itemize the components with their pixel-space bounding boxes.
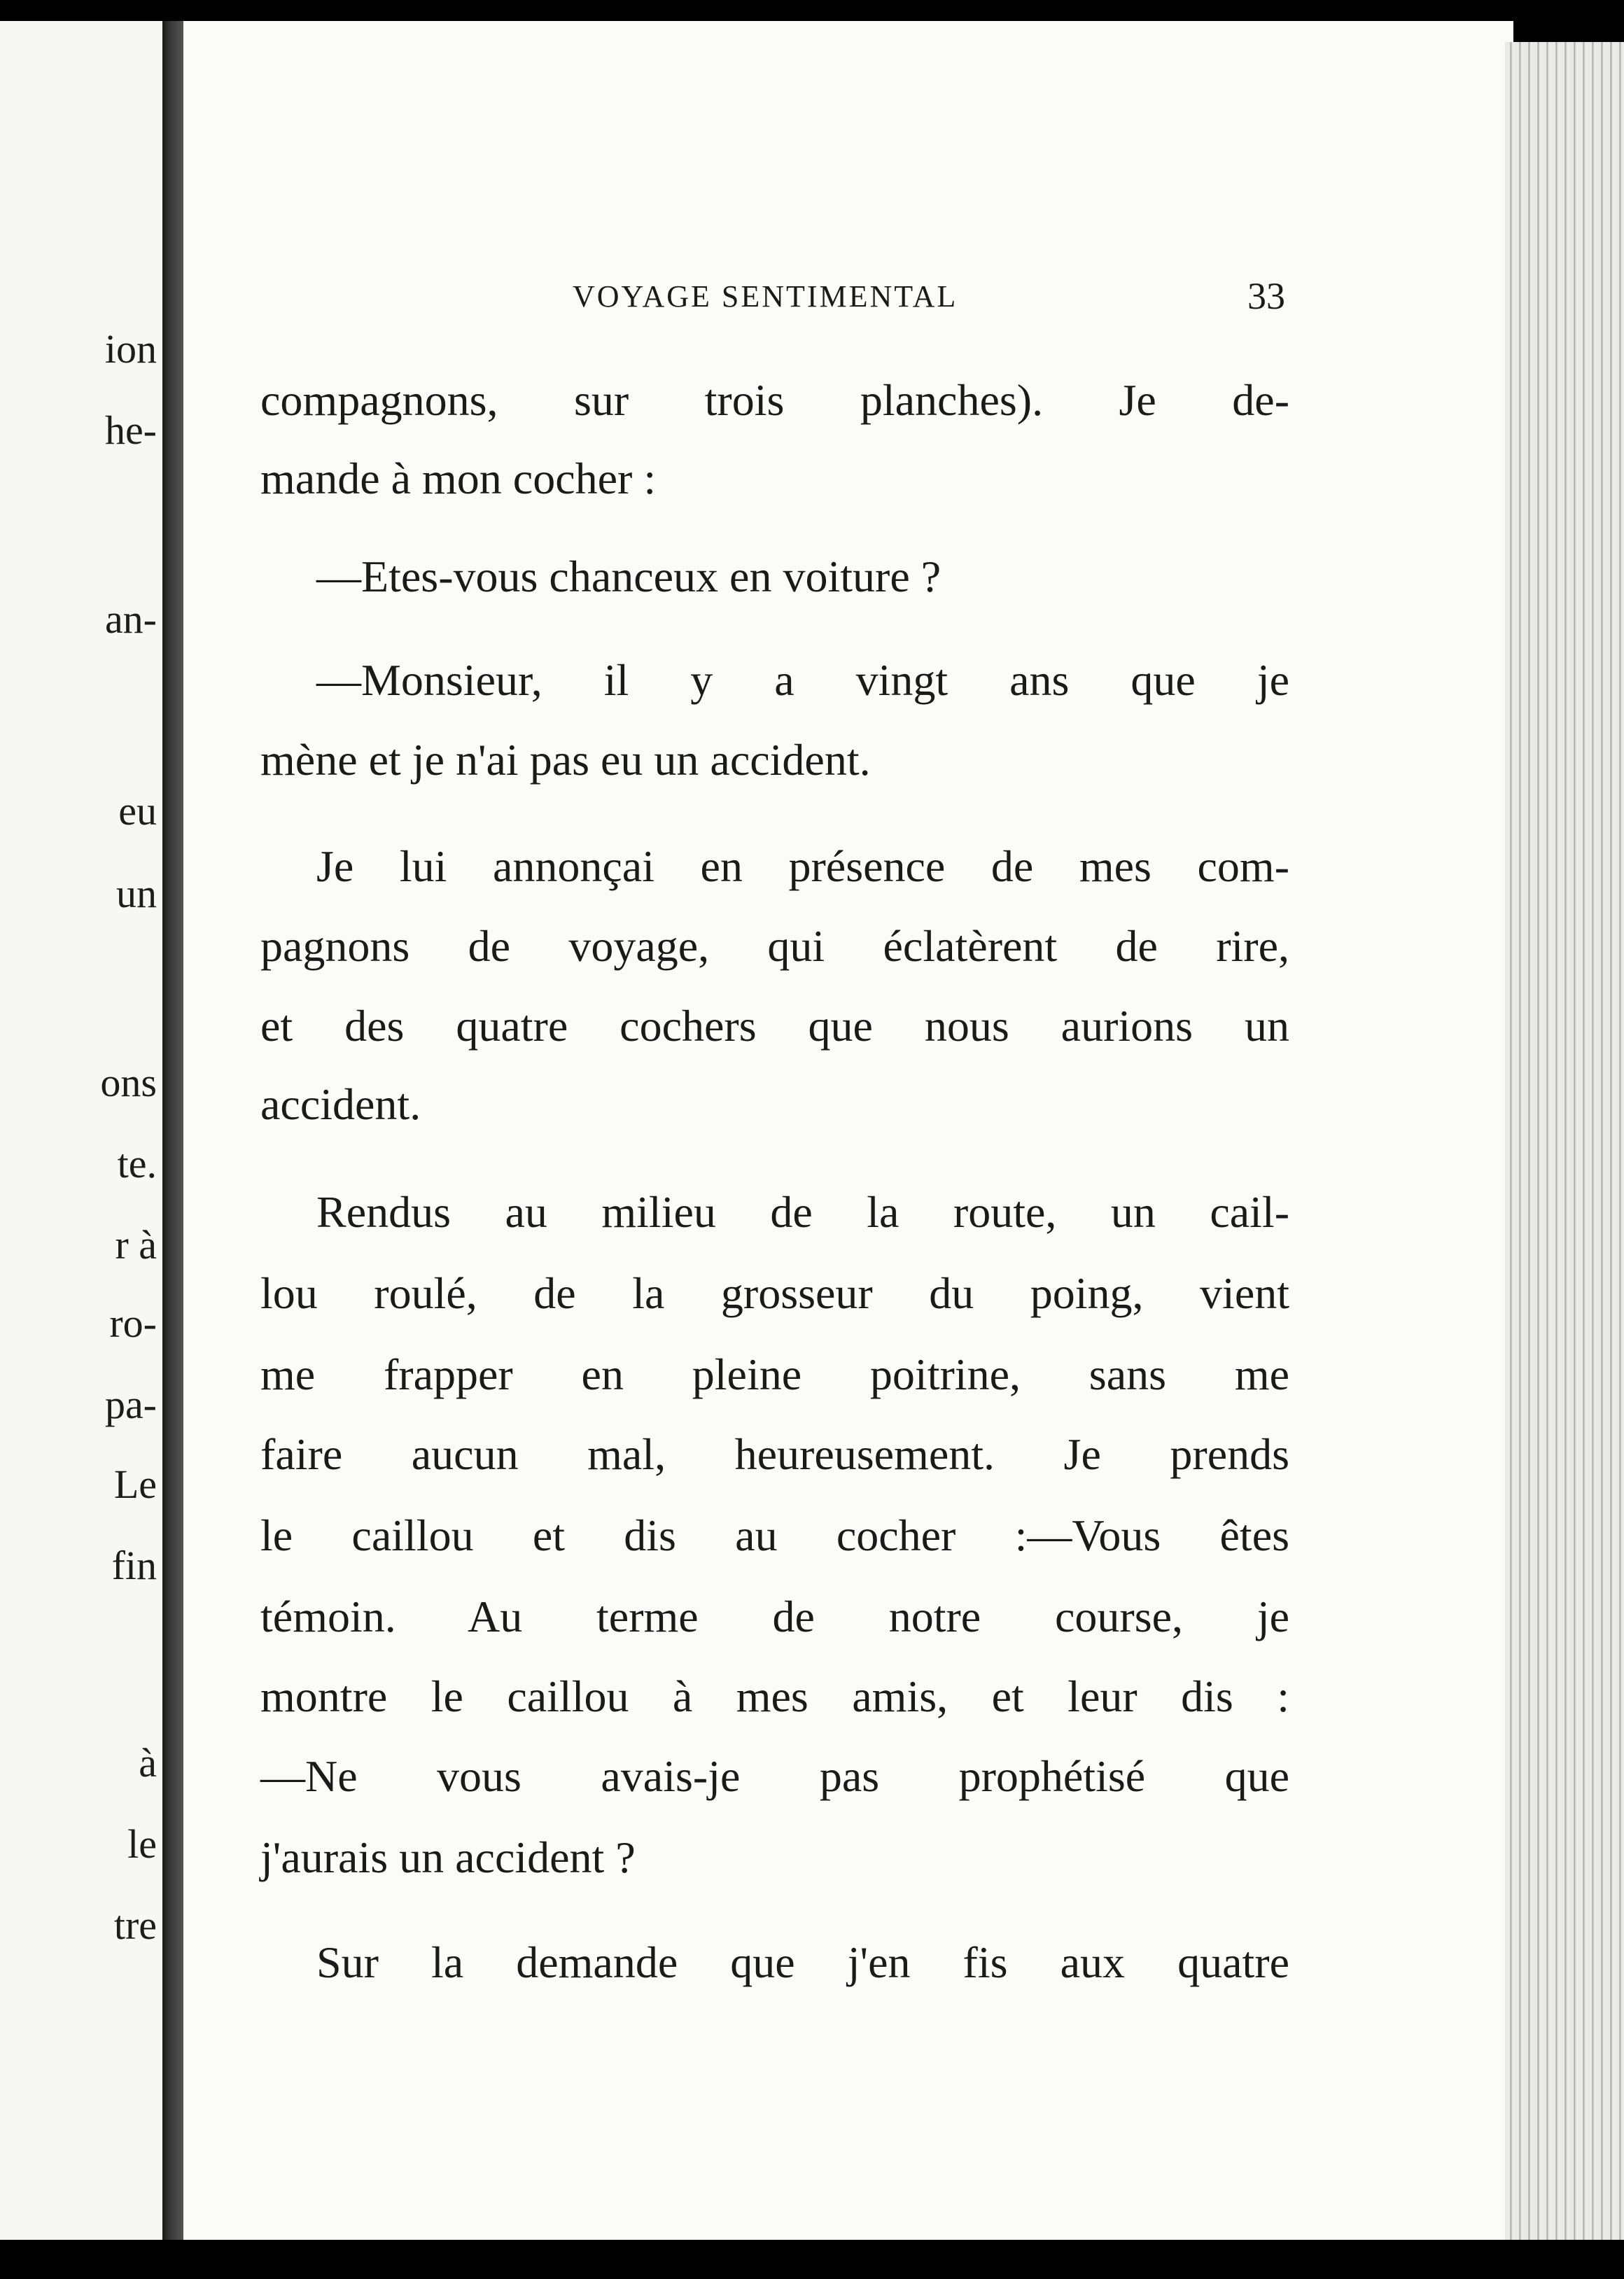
left-page-fragment: he-	[104, 407, 157, 453]
left-page-fragment: ro-	[109, 1300, 157, 1346]
left-page-fragment: fin	[111, 1543, 157, 1588]
left-page-fragment: Le	[113, 1461, 157, 1507]
book-gutter	[162, 21, 183, 2240]
left-page	[0, 21, 162, 2240]
text-line: —Monsieur, il y a vingt ans que je	[316, 655, 1289, 705]
left-page-fragment: te.	[117, 1141, 157, 1186]
text-line: lou roulé, de la grosseur du poing, vient	[260, 1268, 1289, 1318]
text-line: et des quatre cochers que nous aurions un	[260, 1001, 1289, 1051]
text-line: —Etes-vous chanceux en voiture ?	[316, 552, 941, 601]
left-page-fragment: ion	[104, 326, 157, 372]
text-line: montre le caillou à mes amis, et leur dis :	[260, 1671, 1289, 1721]
text-line: pagnons de voyage, qui éclatèrent de rire,	[260, 921, 1289, 971]
text-line: —Ne vous avais-je pas prophétisé que	[260, 1751, 1289, 1801]
text-line: Je lui annonçai en présence de mes com-	[316, 841, 1289, 891]
page-edges	[1505, 42, 1624, 2240]
left-page-fragment: tre	[113, 1902, 157, 1948]
text-line: j'aurais un accident ?	[260, 1832, 636, 1882]
left-page-fragment: à	[139, 1740, 157, 1786]
left-page-fragment: ons	[100, 1060, 157, 1105]
left-page-fragment: an-	[104, 596, 157, 642]
text-line: Rendus au milieu de la route, un cail-	[316, 1187, 1289, 1237]
left-page-fragment: eu	[118, 788, 157, 834]
text-line: compagnons, sur trois planches). Je de-	[260, 375, 1289, 425]
text-line: témoin. Au terme de notre course, je	[260, 1592, 1289, 1641]
left-page-fragment: pa-	[104, 1382, 157, 1427]
text-line: me frapper en pleine poitrine, sans me	[260, 1349, 1289, 1399]
text-line: accident.	[260, 1079, 421, 1129]
text-line: faire aucun mal, heureusement. Je prends	[260, 1429, 1289, 1479]
text-line: mène et je n'ai pas eu un accident.	[260, 735, 871, 785]
text-line: mande à mon cocher :	[260, 454, 657, 503]
left-page-fragment: un	[116, 871, 157, 916]
left-page-fragment: r à	[115, 1222, 157, 1268]
running-title: VOYAGE SENTIMENTAL	[573, 279, 958, 314]
text-line: le caillou et dis au cocher :—Vous êtes	[260, 1510, 1289, 1560]
page-number: 33	[1247, 275, 1285, 317]
left-page-fragment: le	[127, 1821, 157, 1867]
text-line: Sur la demande que j'en fis aux quatre	[316, 1937, 1289, 1987]
right-page	[183, 21, 1513, 2240]
